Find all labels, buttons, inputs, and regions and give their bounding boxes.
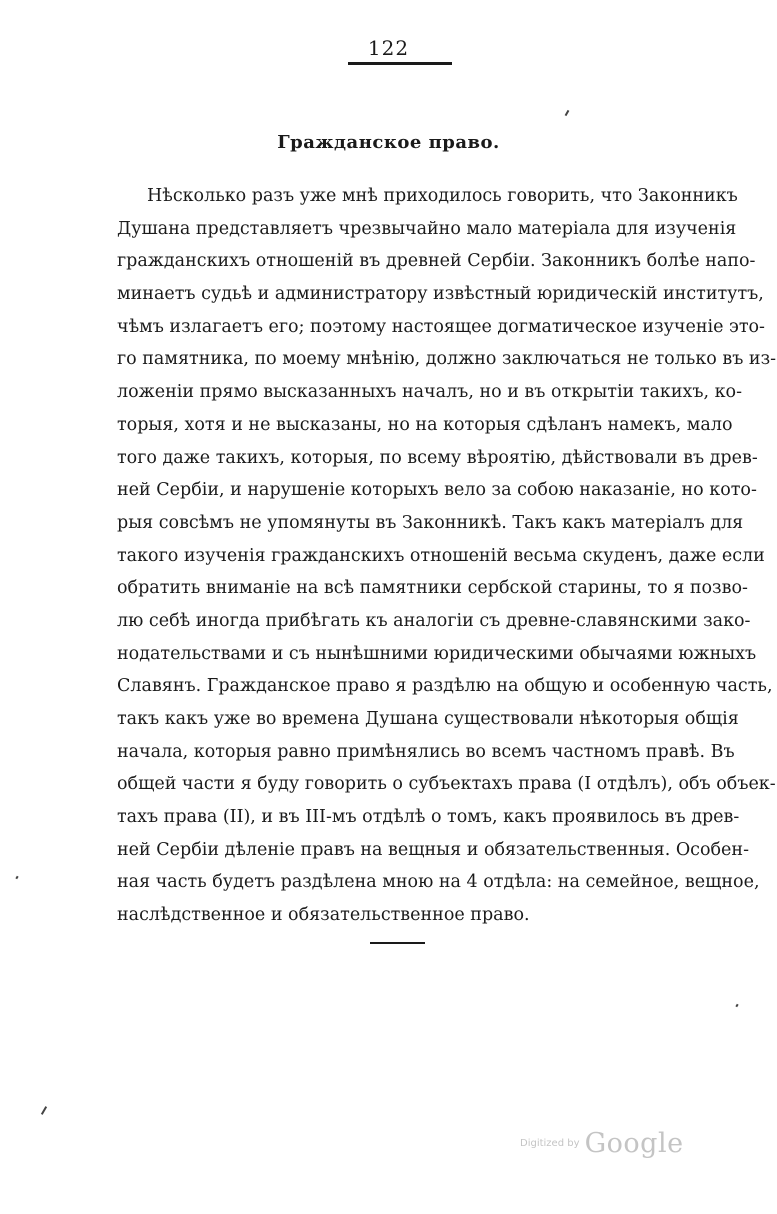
text-line: тахъ права (II), и въ III-мъ отдѣлѣ о томъ, какъ проявилось въ древ-	[117, 807, 740, 828]
text-line: Нѣсколько разъ уже мнѣ приходилось говорить, что Законникъ	[147, 186, 738, 206]
print-speck	[735, 1004, 738, 1008]
text-line: рыя совсѣмъ не упомянуты въ Законникѣ. Такъ какъ матеріалъ для	[117, 512, 744, 533]
text-line: начала, которыя равно примѣнялись во всемъ частномъ правѣ. Въ	[117, 741, 735, 762]
watermark-prefix: Digitized by	[520, 1138, 580, 1149]
print-speck	[565, 110, 570, 116]
text-line: Славянъ. Гражданское право я раздѣлю на общую и особенную часть,	[117, 676, 773, 697]
text-line: ложеніи прямо высказанныхъ началъ, но и въ открытіи такихъ, ко-	[117, 382, 743, 403]
chapter-title: Гражданское право.	[277, 132, 500, 153]
text-line: ней Сербіи дѣленіе правъ на вещныя и обязательственныя. Особен-	[117, 839, 749, 860]
print-speck	[41, 1106, 47, 1115]
text-line: лю себѣ иногда прибѣгать къ аналогіи съ древне-славянскими зако-	[117, 610, 751, 631]
text-line: нодательствами и съ нынѣшними юридическими обычаями южныхъ	[117, 643, 757, 664]
text-line: такого изученія гражданскихъ отношеній весьма скуденъ, даже если	[117, 545, 765, 566]
text-line: того даже такихъ, которыя, по всему вѣроятію, дѣйствовали въ древ-	[117, 447, 758, 468]
digitized-watermark	[520, 1128, 684, 1159]
text-line: торыя, хотя и не высказаны, но на которыя сдѣланъ намекъ, мало	[117, 414, 733, 435]
print-speck	[15, 876, 18, 880]
text-line: ней Сербіи, и нарушеніе которыхъ вело за собою наказаніе, но кото-	[117, 480, 757, 501]
text-line: обратить вниманіе на всѣ памятники сербской старины, то я позво-	[117, 578, 748, 599]
text-line: ная часть будетъ раздѣлена мною на 4 отдѣла: на семейное, вещное,	[117, 872, 760, 893]
text-line: Душана представляетъ чрезвычайно мало матеріала для изученія	[117, 218, 737, 239]
header-rule	[348, 62, 452, 65]
text-line: такъ какъ уже во времена Душана существовали нѣкоторыя общія	[117, 709, 739, 729]
text-line: минаетъ судьѣ и администратору извѣстный юридическій институтъ,	[117, 284, 764, 305]
text-line: чѣмъ излагаетъ его; поэтому настоящее догматическое изученіе это-	[117, 316, 765, 337]
text-line: наслѣдственное и обязательственное право.	[117, 905, 530, 926]
text-line: го памятника, по моему мнѣнію, должно заключаться не только въ из-	[117, 349, 777, 370]
google-logo: Google	[584, 1128, 684, 1159]
text-line: общей части я буду говорить о субъектахъ права (I отдѣлъ), объ объек-	[117, 774, 776, 795]
text-line: гражданскихъ отношеній въ древней Сербіи. Законникъ болѣе напо-	[117, 251, 756, 272]
end-rule	[370, 942, 425, 944]
body-text	[117, 180, 777, 932]
page-number: 122	[367, 36, 410, 60]
